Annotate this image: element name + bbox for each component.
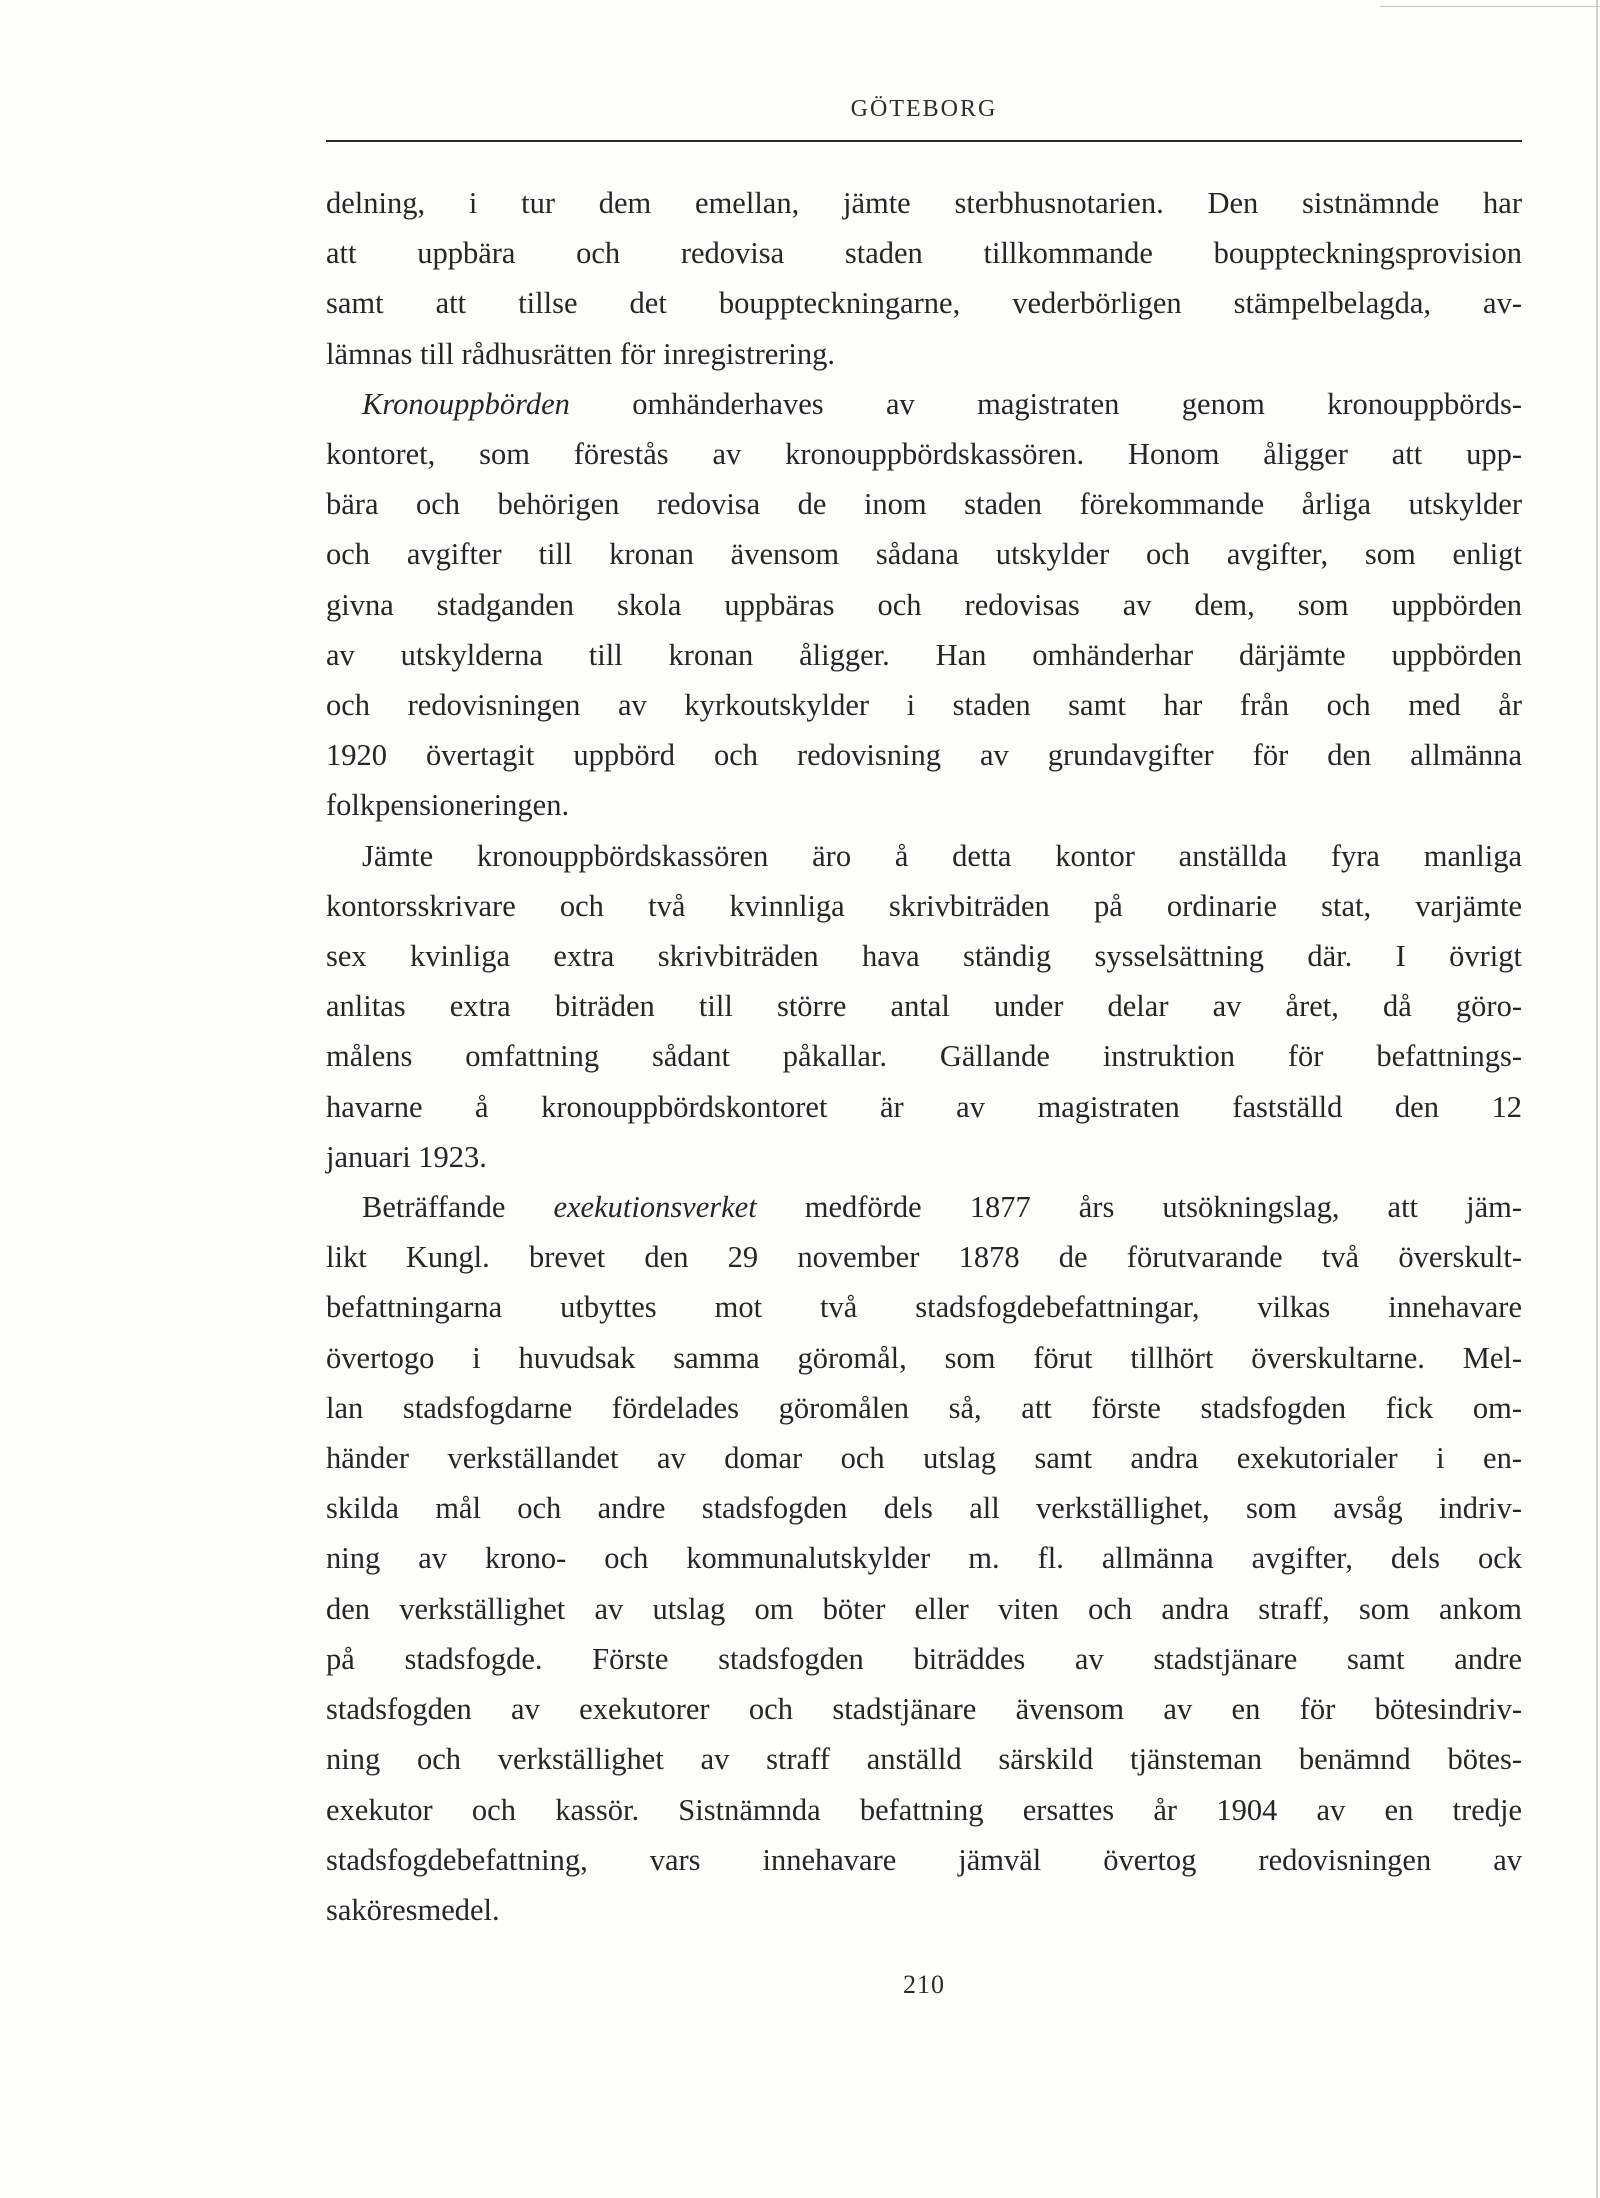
text-line: ning av krono- och kommunalutskylder m. fl. allmänna avgifter, dels ock [326,1541,1522,1576]
text-line: stadsfogden av exekutorer och stadstjänare ävensom av en för bötesindriv- [326,1692,1522,1727]
text-fragment: omhänderhaves av magistraten genom kronouppbörds- [569,386,1522,421]
text-line: målens omfattning sådant påkallar. Gällande instruktion för befattnings- [326,1039,1522,1074]
text-line: kontorsskrivare och två kvinnliga skrivbiträden på ordinarie stat, varjämte [326,888,1522,923]
scan-top-edge [1380,6,1600,7]
text-line: samt att tillse det bouppteckningarne, vederbörligen stämpelbelagda, av- [326,286,1522,321]
text-line: delning, i tur dem emellan, jämte sterbhusnotarien. Den sistnämnde har [326,186,1522,220]
text-line: exekutor och kassör. Sistnämnda befattning ersattes år 1904 av en tredje [326,1792,1522,1827]
text-line: befattningarna utbyttes mot två stadsfogdebefattningar, vilkas innehavare [326,1290,1522,1325]
text-line: övertogo i huvudsak samma göromål, som förut tillhört överskultarne. Mel- [326,1340,1522,1375]
scan-right-edge [1596,0,1598,2198]
text-line: Jämte kronouppbördskassören äro å detta kontor anställda fyra manliga [362,838,1522,873]
text-fragment: medförde 1877 års utsökningslag, att jäm- [756,1190,1522,1225]
text-fragment: Beträffande [362,1190,554,1225]
text-line: av utskylderna till kronan åligger. Han omhänderhar därjämte uppbörden [326,637,1522,672]
text-line [326,379,1522,429]
text-line: folkpensioneringen. [326,788,570,823]
running-header: GÖTEBORG [850,96,998,122]
paragraph-2 [326,379,1522,831]
text-line: lan stadsfogdarne fördelades göromålen så, att förste stadsfogden fick om- [326,1390,1522,1425]
text-line: saköresmedel. [326,1892,500,1927]
paragraph-3 [326,831,1522,1182]
text-line: anlitas extra biträden till större antal under delar av året, då göro- [326,989,1522,1024]
paragraph-4 [326,1182,1522,1935]
text-line: stadsfogdebefattning, vars innehavare jämväl övertog redovisningen av [326,1842,1522,1877]
text-line: havarne å kronouppbördskontoret är av magistraten fastställd den 12 [326,1089,1522,1124]
text-line: lämnas till rådhusrätten för inregistrering. [326,336,836,371]
text-line: ning och verkställighet av straff anställd särskild tjänsteman benämnd bötes- [326,1742,1522,1777]
text-line: givna stadganden skola uppbäras och redovisas av dem, som uppbörden [326,587,1522,622]
text-line: händer verkställandet av domar och utslag samt andra exekutorialer i en- [326,1441,1522,1476]
text-line: 1920 övertagit uppbörd och redovisning av grundavgifter för den allmänna [326,738,1522,773]
text-line [326,1182,1522,1232]
text-line: sex kvinliga extra skrivbiträden hava ständig sysselsättning där. I övrigt [326,939,1522,974]
text-line: bära och behörigen redovisa de inom staden förekommande årliga utskylder [326,487,1522,522]
text-line: den verkställighet av utslag om böter eller viten och andra straff, som ankom [326,1591,1522,1626]
text-line: likt Kungl. brevet den 29 november 1878 de förutvarande två överskult- [326,1240,1522,1275]
text-line: på stadsfogde. Förste stadsfogden biträddes av stadstjänare samt andre [326,1641,1522,1676]
body-text [326,178,1522,1935]
text-line: och avgifter till kronan ävensom sådana utskylder och avgifter, som enligt [326,537,1522,572]
page-number: 210 [903,1970,945,1999]
text-line: januari 1923. [326,1139,487,1174]
text-line: att uppbära och redovisa staden tillkommande bouppteckningsprovision [326,236,1522,271]
text-line: kontoret, som förestås av kronouppbördskassören. Honom åligger att upp- [326,437,1522,472]
italic-term: exekutionsverket [553,1190,757,1225]
header-rule [326,140,1522,142]
text-line: skilda mål och andre stadsfogden dels all verkställighet, som avsåg indriv- [326,1491,1522,1526]
italic-term: Kronouppbörden [362,386,570,421]
paragraph-1 [326,178,1522,379]
text-line: och redovisningen av kyrkoutskylder i staden samt har från och med år [326,688,1522,723]
